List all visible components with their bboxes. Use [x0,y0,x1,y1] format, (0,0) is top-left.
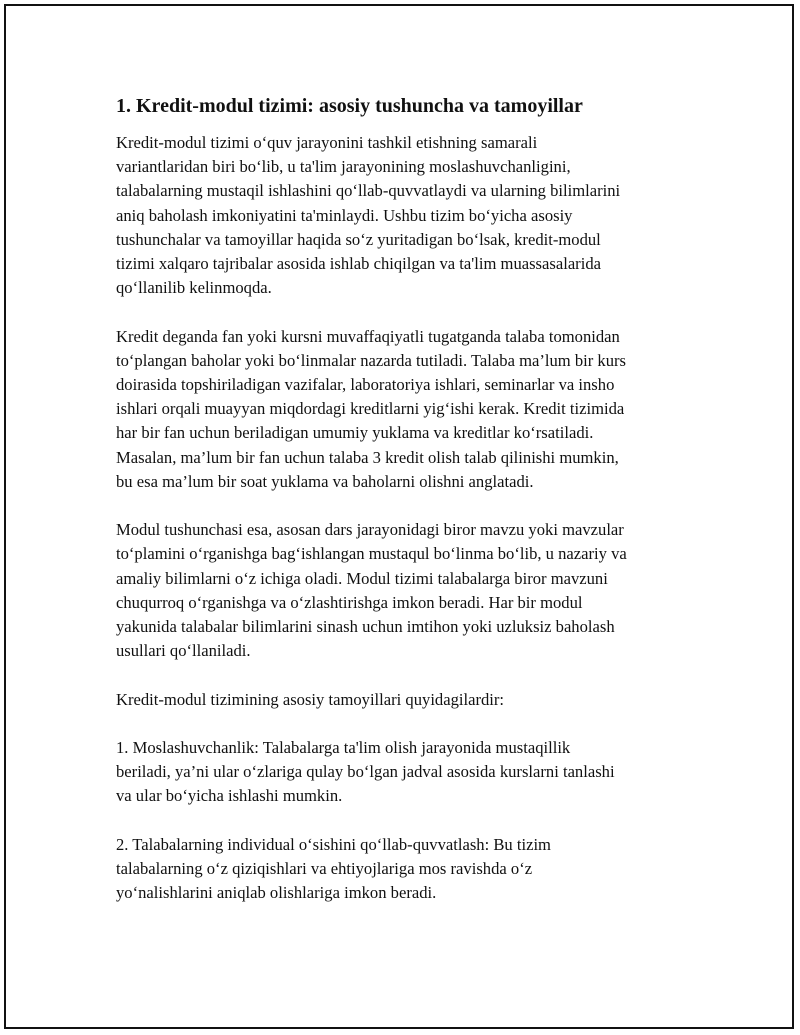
paragraph-credit: Kredit deganda fan yoki kursni muvaffaqiyatli tugatganda talaba tomonidan to‘plangan baholar yoki bo‘linmalar nazarda tutiladi. Talaba ma’lum bir kurs doirasida topshiriladigan vazifalar, laboratoriya ishlari, seminarlar va insho ishlari orqali muayyan miqdordagi kreditlarni yig‘ishi kerak. Kredit tizimida har bir fan uchun beriladigan umumiy yuklama va kreditlar ko‘rsatiladi. Masalan, ma’lum bir fan uchun talaba 3 kredit olish talab qilinishi mumkin, bu esa ma’lum bir soat yuklama va baholarni olishni anglatadi. [116,326,627,491]
paragraph-gap [116,712,696,736]
paragraph-gap [116,300,696,324]
document-body [116,93,696,905]
paragraph-gap [116,809,696,833]
paragraph-module: Modul tushunchasi esa, asosan dars jarayonidagi biror mavzu yoki mavzular to‘plamini o‘rganishga bag‘ishlangan mustaqul bo‘linma bo‘lib, u nazariy va amaliy bilimlarni o‘z ichiga oladi. Modul tizimi talabalarga biror mavzuni chuqurroq o‘rganishga va o‘zlashtirishga imkon beradi. Har bir modul yakunida talabalar bilimlarini sinash uchun imtihon yoki uzluksiz baholash usullari qo‘llaniladi. [116,520,627,661]
paragraph-intro: Kredit-modul tizimi o‘quv jarayonini tashkil etishning samarali variantlaridan biri bo‘lib, u ta'lim jarayonining moslashuvchanligini, talabalarning mustaqil ishlashini qo‘llab-quvvatlaydi va ularning bilimlarini aniq baholash imkoniyatini ta'minlaydi. Ushbu tizim bo‘yicha asosiy tushunchalar va tamoyillar haqida so‘z yuritadigan bo‘lsak, kredit-modul tizimi xalqaro tajribalar asosida ishlab chiqilgan va ta'lim muassasalarida qo‘llanilib kelinmoqda. [116,133,621,298]
list-item-flexibility: 1. Moslashuvchanlik: Talabalarga ta'lim olish jarayonida mustaqillik beriladi, ya’ni ular o‘zlariga qulay bo‘lgan jadval asosida kurslarni tanlashi va ular bo‘yicha ishlashi mumkin. [116,738,615,806]
paragraph-gap [116,494,696,518]
section-heading: 1. Kredit-modul tizimi: asosiy tushuncha va tamoyillar [116,95,583,117]
list-item-individual-growth: 2. Talabalarning individual o‘sishini qo‘llab-quvvatlash: Bu tizim talabalarning o‘z qiziqishlari va ehtiyojlariga mos ravishda o‘z yo‘nalishlarini aniqlab olishlariga imkon beradi. [116,834,551,903]
paragraph-gap [116,663,696,687]
paragraph-principles-intro: Kredit-modul tizimining asosiy tamoyillari quyidagilardir: [116,689,505,709]
